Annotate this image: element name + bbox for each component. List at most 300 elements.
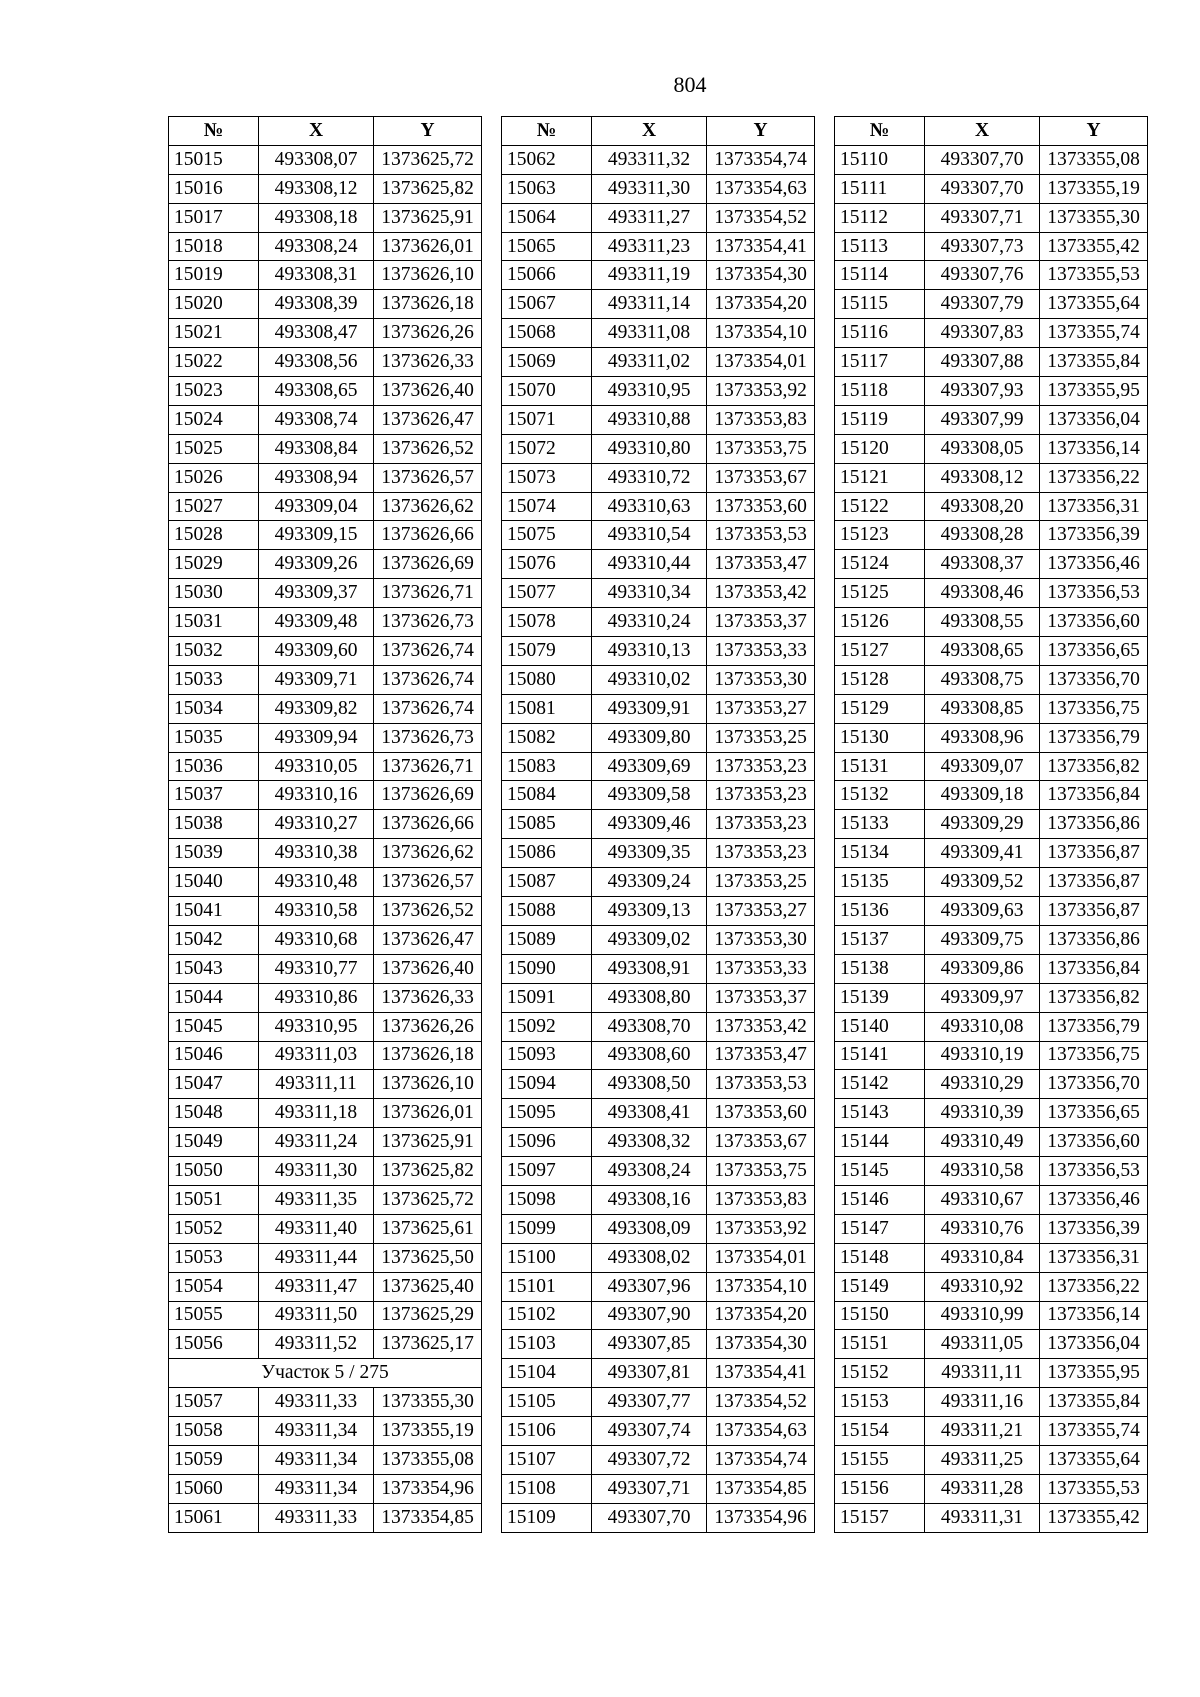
y-value: 1373626,33 — [374, 348, 482, 377]
table-row — [502, 145, 815, 174]
y-value: 1373356,53 — [1040, 579, 1148, 608]
y-value: 1373625,50 — [374, 1243, 482, 1272]
x-value: 493310,44 — [592, 550, 707, 579]
x-value: 493309,48 — [259, 608, 374, 637]
point-number: 15127 — [835, 637, 925, 666]
y-value: 1373355,30 — [374, 1388, 482, 1417]
x-value: 493311,16 — [925, 1388, 1040, 1417]
point-number: 15102 — [502, 1301, 592, 1330]
point-number: 15118 — [835, 377, 925, 406]
x-value: 493311,33 — [259, 1388, 374, 1417]
x-value: 493307,76 — [925, 261, 1040, 290]
y-value: 1373356,79 — [1040, 723, 1148, 752]
x-value: 493311,40 — [259, 1214, 374, 1243]
y-value: 1373626,47 — [374, 925, 482, 954]
y-value: 1373356,14 — [1040, 1301, 1148, 1330]
table-row — [502, 781, 815, 810]
x-value: 493308,91 — [592, 954, 707, 983]
x-value: 493310,76 — [925, 1214, 1040, 1243]
x-value: 493311,11 — [925, 1359, 1040, 1388]
table-row — [169, 1128, 482, 1157]
x-value: 493309,13 — [592, 897, 707, 926]
y-value: 1373354,85 — [707, 1474, 815, 1503]
point-number: 15129 — [835, 694, 925, 723]
section-label: Участок 5 / 275 — [169, 1359, 482, 1388]
y-value: 1373354,01 — [707, 1243, 815, 1272]
x-value: 493309,60 — [259, 637, 374, 666]
y-value: 1373356,87 — [1040, 868, 1148, 897]
x-value: 493310,39 — [925, 1099, 1040, 1128]
table-row — [502, 261, 815, 290]
table-row — [835, 174, 1148, 203]
point-number: 15125 — [835, 579, 925, 608]
point-number: 15034 — [169, 694, 259, 723]
x-value: 493310,38 — [259, 839, 374, 868]
table-row — [835, 1272, 1148, 1301]
y-value: 1373354,30 — [707, 1330, 815, 1359]
header-x: X — [925, 117, 1040, 146]
point-number: 15017 — [169, 203, 259, 232]
point-number: 15155 — [835, 1445, 925, 1474]
x-value: 493311,14 — [592, 290, 707, 319]
header-number: № — [169, 117, 259, 146]
table-row — [502, 694, 815, 723]
y-value: 1373356,65 — [1040, 1099, 1148, 1128]
y-value: 1373353,42 — [707, 579, 815, 608]
table-row — [169, 1041, 482, 1070]
point-number: 15063 — [502, 174, 592, 203]
table-row — [169, 521, 482, 550]
x-value: 493309,63 — [925, 897, 1040, 926]
point-number: 15066 — [502, 261, 592, 290]
x-value: 493308,07 — [259, 145, 374, 174]
x-value: 493307,99 — [925, 405, 1040, 434]
point-number: 15043 — [169, 954, 259, 983]
table-row — [502, 174, 815, 203]
table-row — [502, 550, 815, 579]
x-value: 493311,21 — [925, 1417, 1040, 1446]
point-number: 15081 — [502, 694, 592, 723]
table-body — [502, 145, 815, 1532]
y-value: 1373625,91 — [374, 1128, 482, 1157]
x-value: 493308,12 — [925, 463, 1040, 492]
x-value: 493310,77 — [259, 954, 374, 983]
x-value: 493309,71 — [259, 665, 374, 694]
x-value: 493310,72 — [592, 463, 707, 492]
point-number: 15091 — [502, 983, 592, 1012]
x-value: 493310,16 — [259, 781, 374, 810]
table-row — [169, 579, 482, 608]
point-number: 15113 — [835, 232, 925, 261]
table-row — [169, 897, 482, 926]
y-value: 1373626,57 — [374, 868, 482, 897]
y-value: 1373353,37 — [707, 983, 815, 1012]
point-number: 15037 — [169, 781, 259, 810]
x-value: 493311,25 — [925, 1445, 1040, 1474]
x-value: 493309,18 — [925, 781, 1040, 810]
y-value: 1373626,62 — [374, 839, 482, 868]
table-row — [835, 954, 1148, 983]
point-number: 15064 — [502, 203, 592, 232]
table-row — [502, 1272, 815, 1301]
x-value: 493308,24 — [592, 1157, 707, 1186]
table-row — [835, 463, 1148, 492]
x-value: 493311,33 — [259, 1503, 374, 1532]
y-value: 1373356,70 — [1040, 665, 1148, 694]
y-value: 1373626,71 — [374, 579, 482, 608]
x-value: 493308,70 — [592, 1012, 707, 1041]
point-number: 15049 — [169, 1128, 259, 1157]
x-value: 493308,24 — [259, 232, 374, 261]
x-value: 493311,32 — [592, 145, 707, 174]
table-row — [502, 1445, 815, 1474]
table-row — [835, 319, 1148, 348]
x-value: 493310,24 — [592, 608, 707, 637]
y-value: 1373626,74 — [374, 694, 482, 723]
table-row — [835, 1070, 1148, 1099]
x-value: 493308,37 — [925, 550, 1040, 579]
table-row — [835, 781, 1148, 810]
y-value: 1373626,10 — [374, 261, 482, 290]
x-value: 493308,96 — [925, 723, 1040, 752]
table-row — [835, 145, 1148, 174]
point-number: 15152 — [835, 1359, 925, 1388]
y-value: 1373356,84 — [1040, 954, 1148, 983]
point-number: 15023 — [169, 377, 259, 406]
point-number: 15065 — [502, 232, 592, 261]
table-row — [502, 290, 815, 319]
point-number: 15100 — [502, 1243, 592, 1272]
section-row — [169, 1359, 482, 1388]
table-row — [169, 1417, 482, 1446]
y-value: 1373625,91 — [374, 203, 482, 232]
table-row — [835, 232, 1148, 261]
table-row — [835, 665, 1148, 694]
x-value: 493309,35 — [592, 839, 707, 868]
table-row — [502, 1388, 815, 1417]
y-value: 1373355,08 — [1040, 145, 1148, 174]
x-value: 493311,47 — [259, 1272, 374, 1301]
y-value: 1373354,63 — [707, 174, 815, 203]
y-value: 1373356,46 — [1040, 1185, 1148, 1214]
table-row — [502, 1099, 815, 1128]
x-value: 493311,23 — [592, 232, 707, 261]
y-value: 1373353,60 — [707, 492, 815, 521]
table-row — [502, 434, 815, 463]
header-x: X — [259, 117, 374, 146]
y-value: 1373355,64 — [1040, 1445, 1148, 1474]
y-value: 1373354,96 — [374, 1474, 482, 1503]
y-value: 1373356,87 — [1040, 839, 1148, 868]
x-value: 493309,07 — [925, 752, 1040, 781]
x-value: 493311,02 — [592, 348, 707, 377]
x-value: 493308,41 — [592, 1099, 707, 1128]
y-value: 1373626,33 — [374, 983, 482, 1012]
y-value: 1373626,01 — [374, 1099, 482, 1128]
x-value: 493308,20 — [925, 492, 1040, 521]
table-row — [502, 1417, 815, 1446]
y-value: 1373626,57 — [374, 463, 482, 492]
point-number: 15122 — [835, 492, 925, 521]
table-row — [835, 1330, 1148, 1359]
point-number: 15062 — [502, 145, 592, 174]
point-number: 15156 — [835, 1474, 925, 1503]
table-row — [169, 319, 482, 348]
x-value: 493309,91 — [592, 694, 707, 723]
point-number: 15083 — [502, 752, 592, 781]
x-value: 493308,12 — [259, 174, 374, 203]
point-number: 15134 — [835, 839, 925, 868]
point-number: 15074 — [502, 492, 592, 521]
x-value: 493307,71 — [592, 1474, 707, 1503]
point-number: 15121 — [835, 463, 925, 492]
y-value: 1373353,53 — [707, 521, 815, 550]
table-row — [169, 348, 482, 377]
point-number: 15031 — [169, 608, 259, 637]
point-number: 15025 — [169, 434, 259, 463]
point-number: 15021 — [169, 319, 259, 348]
y-value: 1373353,83 — [707, 405, 815, 434]
x-value: 493308,84 — [259, 434, 374, 463]
point-number: 15097 — [502, 1157, 592, 1186]
x-value: 493310,29 — [925, 1070, 1040, 1099]
x-value: 493308,39 — [259, 290, 374, 319]
x-value: 493308,16 — [592, 1185, 707, 1214]
header-y: Y — [707, 117, 815, 146]
y-value: 1373356,39 — [1040, 1214, 1148, 1243]
y-value: 1373626,69 — [374, 550, 482, 579]
y-value: 1373626,26 — [374, 1012, 482, 1041]
table-row — [502, 752, 815, 781]
y-value: 1373354,52 — [707, 1388, 815, 1417]
point-number: 15115 — [835, 290, 925, 319]
table-row — [169, 983, 482, 1012]
table-row — [169, 1157, 482, 1186]
table-row — [169, 405, 482, 434]
table-row — [169, 781, 482, 810]
y-value: 1373353,33 — [707, 637, 815, 666]
point-number: 15075 — [502, 521, 592, 550]
y-value: 1373354,10 — [707, 1272, 815, 1301]
table-row — [835, 1445, 1148, 1474]
x-value: 493307,70 — [925, 174, 1040, 203]
x-value: 493311,34 — [259, 1474, 374, 1503]
y-value: 1373626,40 — [374, 377, 482, 406]
table-row — [169, 232, 482, 261]
y-value: 1373626,62 — [374, 492, 482, 521]
point-number: 15135 — [835, 868, 925, 897]
x-value: 493309,29 — [925, 810, 1040, 839]
y-value: 1373355,08 — [374, 1445, 482, 1474]
point-number: 15117 — [835, 348, 925, 377]
table-row — [169, 1272, 482, 1301]
y-value: 1373626,74 — [374, 637, 482, 666]
coordinates-table-1 — [168, 116, 482, 1533]
point-number: 15045 — [169, 1012, 259, 1041]
y-value: 1373354,96 — [707, 1503, 815, 1532]
table-row — [502, 810, 815, 839]
x-value: 493309,02 — [592, 925, 707, 954]
table-row — [502, 983, 815, 1012]
table-row — [169, 1503, 482, 1532]
y-value: 1373626,26 — [374, 319, 482, 348]
y-value: 1373353,30 — [707, 665, 815, 694]
x-value: 493311,05 — [925, 1330, 1040, 1359]
y-value: 1373356,84 — [1040, 781, 1148, 810]
y-value: 1373355,74 — [1040, 1417, 1148, 1446]
point-number: 15130 — [835, 723, 925, 752]
point-number: 15082 — [502, 723, 592, 752]
table-row — [835, 1301, 1148, 1330]
point-number: 15056 — [169, 1330, 259, 1359]
y-value: 1373355,64 — [1040, 290, 1148, 319]
x-value: 493307,74 — [592, 1417, 707, 1446]
y-value: 1373355,84 — [1040, 1388, 1148, 1417]
point-number: 15137 — [835, 925, 925, 954]
table-row — [502, 1128, 815, 1157]
table-row — [169, 1445, 482, 1474]
table-row — [835, 839, 1148, 868]
table-row — [835, 694, 1148, 723]
table-row — [502, 377, 815, 406]
y-value: 1373353,37 — [707, 608, 815, 637]
x-value: 493310,92 — [925, 1272, 1040, 1301]
point-number: 15046 — [169, 1041, 259, 1070]
table-row — [835, 1359, 1148, 1388]
point-number: 15040 — [169, 868, 259, 897]
x-value: 493307,96 — [592, 1272, 707, 1301]
y-value: 1373356,82 — [1040, 752, 1148, 781]
table-row — [169, 637, 482, 666]
x-value: 493308,56 — [259, 348, 374, 377]
x-value: 493310,95 — [259, 1012, 374, 1041]
x-value: 493308,65 — [925, 637, 1040, 666]
y-value: 1373354,20 — [707, 290, 815, 319]
point-number: 15018 — [169, 232, 259, 261]
point-number: 15087 — [502, 868, 592, 897]
table-header-row — [835, 117, 1148, 146]
y-value: 1373356,22 — [1040, 1272, 1148, 1301]
y-value: 1373625,82 — [374, 1157, 482, 1186]
table-row — [835, 1099, 1148, 1128]
point-number: 15101 — [502, 1272, 592, 1301]
table-row — [835, 579, 1148, 608]
x-value: 493311,35 — [259, 1185, 374, 1214]
x-value: 493310,54 — [592, 521, 707, 550]
y-value: 1373626,73 — [374, 608, 482, 637]
point-number: 15149 — [835, 1272, 925, 1301]
point-number: 15029 — [169, 550, 259, 579]
y-value: 1373356,75 — [1040, 1041, 1148, 1070]
table-row — [502, 723, 815, 752]
x-value: 493310,02 — [592, 665, 707, 694]
table-row — [169, 723, 482, 752]
point-number: 15132 — [835, 781, 925, 810]
table-row — [169, 1388, 482, 1417]
y-value: 1373625,82 — [374, 174, 482, 203]
point-number: 15022 — [169, 348, 259, 377]
table-body — [169, 145, 482, 1532]
x-value: 493309,58 — [592, 781, 707, 810]
table-row — [835, 290, 1148, 319]
y-value: 1373625,72 — [374, 145, 482, 174]
x-value: 493310,49 — [925, 1128, 1040, 1157]
table-row — [169, 810, 482, 839]
x-value: 493309,37 — [259, 579, 374, 608]
y-value: 1373626,18 — [374, 290, 482, 319]
point-number: 15086 — [502, 839, 592, 868]
y-value: 1373354,74 — [707, 1445, 815, 1474]
point-number: 15085 — [502, 810, 592, 839]
x-value: 493307,85 — [592, 1330, 707, 1359]
table-row — [835, 752, 1148, 781]
table-row — [169, 954, 482, 983]
y-value: 1373353,23 — [707, 752, 815, 781]
y-value: 1373354,20 — [707, 1301, 815, 1330]
y-value: 1373353,27 — [707, 897, 815, 926]
y-value: 1373626,74 — [374, 665, 482, 694]
table-row — [502, 637, 815, 666]
point-number: 15120 — [835, 434, 925, 463]
table-row — [835, 1012, 1148, 1041]
y-value: 1373353,83 — [707, 1185, 815, 1214]
x-value: 493311,18 — [259, 1099, 374, 1128]
y-value: 1373354,74 — [707, 145, 815, 174]
y-value: 1373356,31 — [1040, 492, 1148, 521]
x-value: 493311,11 — [259, 1070, 374, 1099]
point-number: 15119 — [835, 405, 925, 434]
point-number: 15128 — [835, 665, 925, 694]
x-value: 493309,41 — [925, 839, 1040, 868]
point-number: 15154 — [835, 1417, 925, 1446]
table-row — [835, 492, 1148, 521]
x-value: 493308,75 — [925, 665, 1040, 694]
y-value: 1373355,95 — [1040, 1359, 1148, 1388]
table-row — [835, 868, 1148, 897]
y-value: 1373353,53 — [707, 1070, 815, 1099]
point-number: 15148 — [835, 1243, 925, 1272]
y-value: 1373356,04 — [1040, 1330, 1148, 1359]
y-value: 1373353,23 — [707, 810, 815, 839]
x-value: 493308,32 — [592, 1128, 707, 1157]
x-value: 493310,08 — [925, 1012, 1040, 1041]
x-value: 493308,47 — [259, 319, 374, 348]
point-number: 15126 — [835, 608, 925, 637]
point-number: 15057 — [169, 1388, 259, 1417]
x-value: 493309,52 — [925, 868, 1040, 897]
y-value: 1373353,27 — [707, 694, 815, 723]
x-value: 493309,04 — [259, 492, 374, 521]
table-row — [835, 377, 1148, 406]
table-row — [502, 954, 815, 983]
y-value: 1373356,86 — [1040, 925, 1148, 954]
y-value: 1373355,53 — [1040, 1474, 1148, 1503]
y-value: 1373626,47 — [374, 405, 482, 434]
x-value: 493309,75 — [925, 925, 1040, 954]
point-number: 15024 — [169, 405, 259, 434]
x-value: 493308,31 — [259, 261, 374, 290]
point-number: 15059 — [169, 1445, 259, 1474]
point-number: 15061 — [169, 1503, 259, 1532]
table-row — [169, 1070, 482, 1099]
table-row — [835, 1214, 1148, 1243]
x-value: 493308,46 — [925, 579, 1040, 608]
y-value: 1373353,75 — [707, 434, 815, 463]
x-value: 493307,77 — [592, 1388, 707, 1417]
point-number: 15067 — [502, 290, 592, 319]
x-value: 493308,09 — [592, 1214, 707, 1243]
x-value: 493308,65 — [259, 377, 374, 406]
